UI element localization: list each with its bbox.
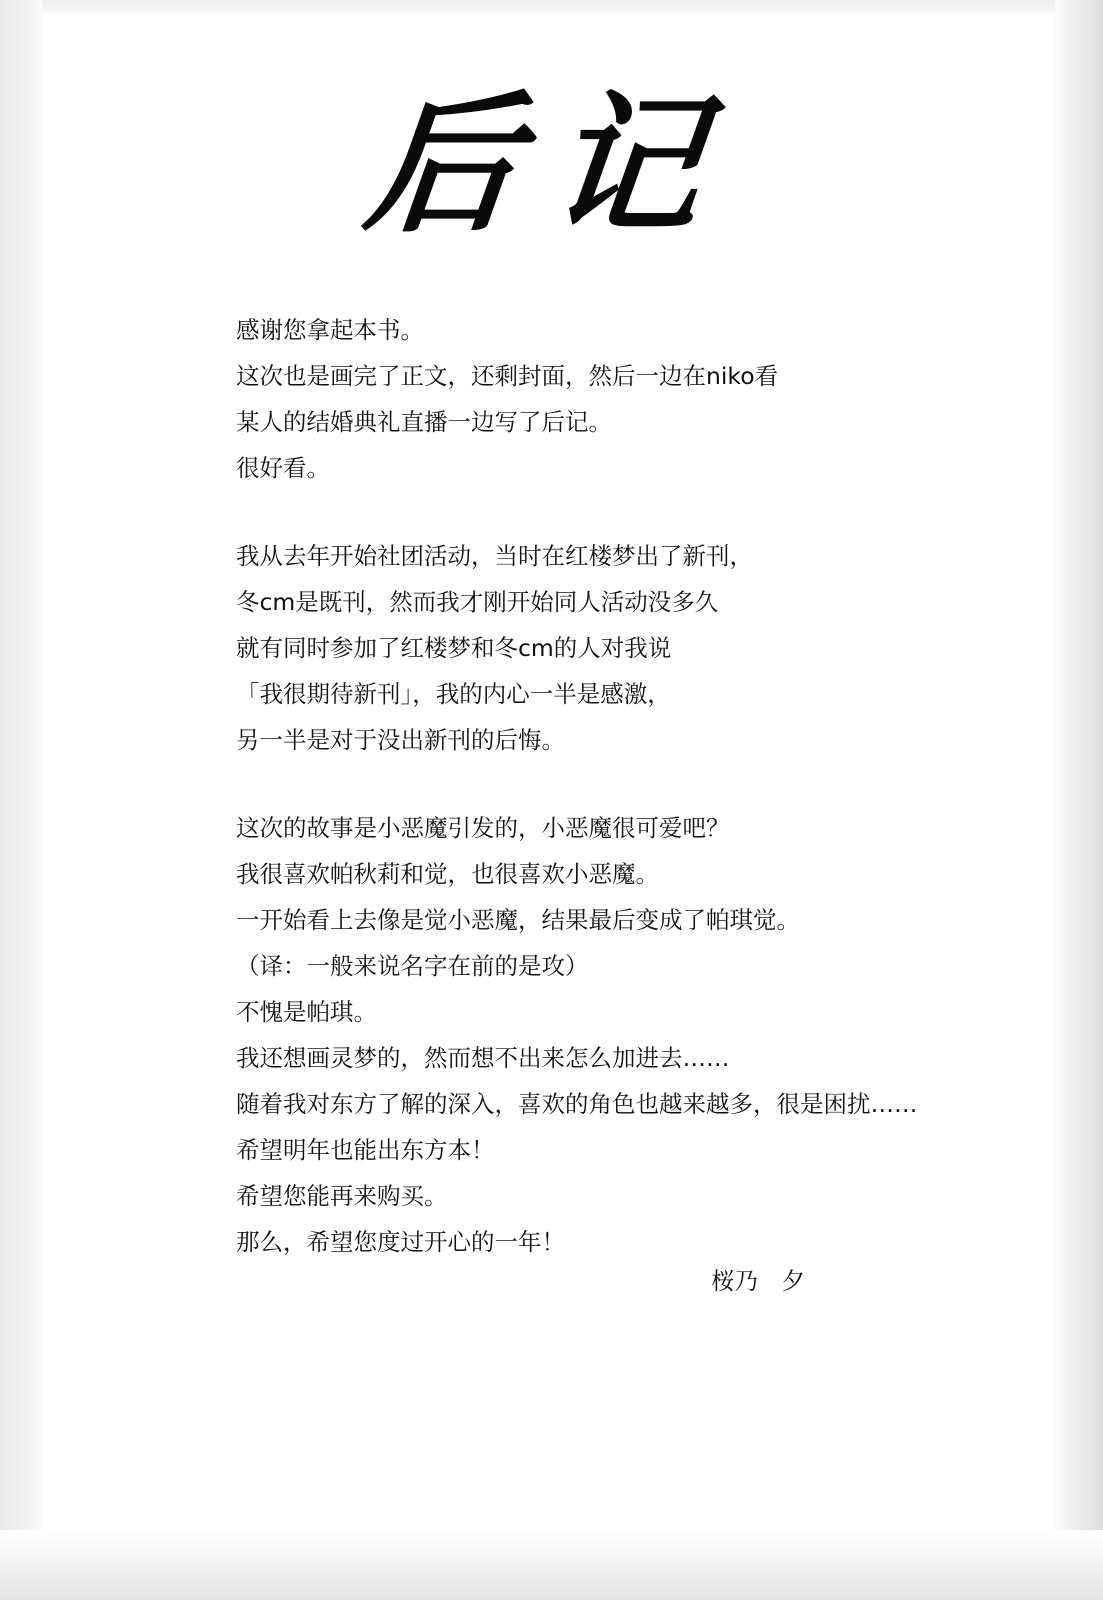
author-signature: 桜乃 夕 <box>711 1267 805 1295</box>
page-shadow-bottom <box>0 1530 1103 1600</box>
text-line: 一开始看上去像是觉小恶魔，结果最后变成了帕琪觉。 <box>236 906 800 934</box>
text-line: （译：一般来说名字在前的是攻） <box>236 952 589 980</box>
text-line: 不愧是帕琪。 <box>236 998 377 1026</box>
text-line: 我还想画灵梦的，然而想不出来怎么加进去…… <box>236 1044 730 1072</box>
paragraph-3 <box>236 805 1036 1265</box>
text-line: 「我很期待新刊」，我的内心一半是感激， <box>236 680 671 708</box>
afterword-body <box>236 307 1036 1265</box>
text-line: 希望您能再来购买。 <box>236 1182 448 1210</box>
text-line: 某人的结婚典礼直播一边写了后记。 <box>236 408 612 436</box>
text-line: 冬cm是既刊，然而我才刚开始同人活动没多久 <box>236 588 719 616</box>
text-line: 那么，希望您度过开心的一年！ <box>236 1228 565 1256</box>
text-line: 希望明年也能出东方本！ <box>236 1136 495 1164</box>
page-title: 后记 <box>358 77 745 253</box>
text-line: 另一半是对于没出新刊的后悔。 <box>236 726 565 754</box>
paragraph-1 <box>236 307 1036 491</box>
paragraph-gap <box>236 491 1036 533</box>
text-line: 这次也是画完了正文，还剩封面，然后一边在niko看 <box>236 362 779 390</box>
text-line: 感谢您拿起本书。 <box>236 316 424 344</box>
text-line: 我从去年开始社团活动，当时在红楼梦出了新刊， <box>236 542 753 570</box>
text-line: 我很喜欢帕秋莉和觉，也很喜欢小恶魔。 <box>236 860 659 888</box>
page-shadow-top <box>0 0 1103 14</box>
text-line: 很好看。 <box>236 454 330 482</box>
text-line: 这次的故事是小恶魔引发的，小恶魔很可爱吧？ <box>236 814 730 842</box>
text-line: 随着我对东方了解的深入，喜欢的角色也越来越多，很是困扰…… <box>236 1090 918 1118</box>
paragraph-gap <box>236 763 1036 805</box>
paragraph-2 <box>236 533 1036 763</box>
text-line: 就有同时参加了红楼梦和冬cm的人对我说 <box>236 634 672 662</box>
